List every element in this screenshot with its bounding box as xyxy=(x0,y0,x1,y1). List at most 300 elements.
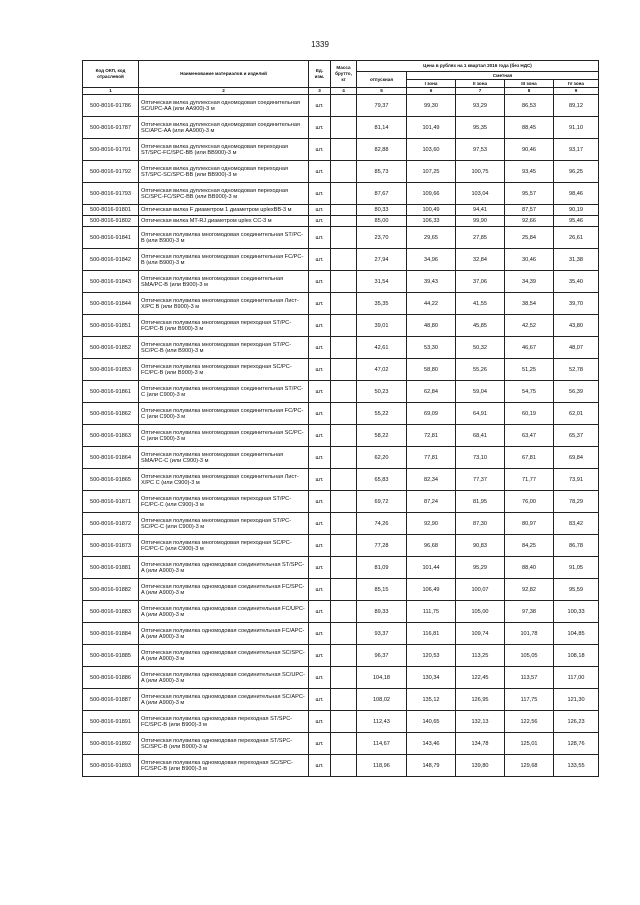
zone-2-price-cell: 113,25 xyxy=(456,645,505,667)
column-number: 1 xyxy=(83,88,139,95)
zone-1-price-cell: 96,68 xyxy=(407,535,456,557)
zone-2-price-cell: 109,74 xyxy=(456,623,505,645)
zone-1-price-cell: 120,53 xyxy=(407,645,456,667)
zone-1-price-cell: 143,46 xyxy=(407,733,456,755)
zone-3-price-cell: 97,38 xyxy=(505,601,554,623)
zone-4-price-cell: 93,17 xyxy=(554,139,599,161)
name-cell: Оптическая полувилка одномодовая переходная SC/SPC-FC/SPC-B (или B900)-3 м xyxy=(139,755,309,777)
zone-3-price-cell: 84,25 xyxy=(505,535,554,557)
zone-1-price-cell: 62,84 xyxy=(407,381,456,403)
mass-cell xyxy=(331,95,357,117)
table-row xyxy=(83,161,599,183)
unit-cell: шт. xyxy=(309,447,331,469)
table-row xyxy=(83,447,599,469)
mass-cell xyxy=(331,447,357,469)
name-cell: Оптическая полувилка многомодовая переходная ST/PC-FC/PC-B (или B900)-3 м xyxy=(139,315,309,337)
code-cell: 500-8016-91883 xyxy=(83,601,139,623)
zone-4-price-cell: 56,39 xyxy=(554,381,599,403)
unit-cell: шт. xyxy=(309,403,331,425)
zone-3-price-cell: 95,57 xyxy=(505,183,554,205)
zone-3-price-cell: 63,47 xyxy=(505,425,554,447)
table-row xyxy=(83,381,599,403)
name-cell: Оптическая вилка MT-RJ диаметром uplex CC-3 м xyxy=(139,216,309,227)
zone-3-price-cell: 38,54 xyxy=(505,293,554,315)
mass-cell xyxy=(331,359,357,381)
header-name: Наименование материалов и изделий xyxy=(139,61,309,88)
zone-2-price-cell: 32,84 xyxy=(456,249,505,271)
mass-cell xyxy=(331,216,357,227)
zone-3-price-cell: 25,84 xyxy=(505,227,554,249)
code-cell: 500-8016-91792 xyxy=(83,161,139,183)
mass-cell xyxy=(331,227,357,249)
zone-4-price-cell: 90,19 xyxy=(554,205,599,216)
name-cell: Оптическая полувилка одномодовая переходная ST/SPC-FC/SPC-B (или B900)-3 м xyxy=(139,711,309,733)
table-row xyxy=(83,711,599,733)
zone-3-price-cell: 122,56 xyxy=(505,711,554,733)
unit-cell: шт. xyxy=(309,425,331,447)
mass-cell xyxy=(331,315,357,337)
name-cell: Оптическая вилка дуплексная одномодовая соединительная SC/APC-AA (или AA900)-3 м xyxy=(139,117,309,139)
unit-cell: шт. xyxy=(309,579,331,601)
zone-4-price-cell: 78,29 xyxy=(554,491,599,513)
release-price-cell: 118,96 xyxy=(357,755,407,777)
zone-2-price-cell: 94,41 xyxy=(456,205,505,216)
zone-4-price-cell: 69,84 xyxy=(554,447,599,469)
zone-4-price-cell: 121,30 xyxy=(554,689,599,711)
zone-1-price-cell: 103,60 xyxy=(407,139,456,161)
release-price-cell: 114,67 xyxy=(357,733,407,755)
zone-2-price-cell: 27,85 xyxy=(456,227,505,249)
table-row xyxy=(83,293,599,315)
name-cell: Оптическая полувилка многомодовая переходная ST/PC-SC/PC-C (или C900)-3 м xyxy=(139,513,309,535)
zone-2-price-cell: 77,37 xyxy=(456,469,505,491)
unit-cell: шт. xyxy=(309,249,331,271)
zone-2-price-cell: 93,29 xyxy=(456,95,505,117)
zone-1-price-cell: 106,49 xyxy=(407,579,456,601)
code-cell: 500-8016-91841 xyxy=(83,227,139,249)
unit-cell: шт. xyxy=(309,315,331,337)
table-row xyxy=(83,755,599,777)
name-cell: Оптическая полувилка многомодовая переходная SC/PC-FC/PC-C (или C900)-3 м xyxy=(139,535,309,557)
table-row xyxy=(83,183,599,205)
zone-4-price-cell: 128,76 xyxy=(554,733,599,755)
unit-cell: шт. xyxy=(309,183,331,205)
zone-1-price-cell: 135,12 xyxy=(407,689,456,711)
zone-3-price-cell: 80,97 xyxy=(505,513,554,535)
zone-2-price-cell: 64,91 xyxy=(456,403,505,425)
mass-cell xyxy=(331,381,357,403)
zone-4-price-cell: 73,91 xyxy=(554,469,599,491)
name-cell: Оптическая вилка F диаметром 1 диаметром uplexBB-3 м xyxy=(139,205,309,216)
zone-3-price-cell: 129,68 xyxy=(505,755,554,777)
zone-1-price-cell: 48,80 xyxy=(407,315,456,337)
table-header xyxy=(83,61,599,88)
release-price-cell: 85,15 xyxy=(357,579,407,601)
zone-1-price-cell: 77,81 xyxy=(407,447,456,469)
release-price-cell: 85,73 xyxy=(357,161,407,183)
zone-3-price-cell: 93,45 xyxy=(505,161,554,183)
zone-1-price-cell: 148,79 xyxy=(407,755,456,777)
name-cell: Оптическая полувилка многомодовая соединительная Лист-X/PC C (или C900)-3 м xyxy=(139,469,309,491)
release-price-cell: 39,01 xyxy=(357,315,407,337)
release-price-cell: 50,23 xyxy=(357,381,407,403)
unit-cell: шт. xyxy=(309,205,331,216)
zone-1-price-cell: 101,49 xyxy=(407,117,456,139)
release-price-cell: 77,28 xyxy=(357,535,407,557)
code-cell: 500-8016-91851 xyxy=(83,315,139,337)
release-price-cell: 96,37 xyxy=(357,645,407,667)
code-cell: 500-8016-91872 xyxy=(83,513,139,535)
table-row xyxy=(83,623,599,645)
unit-cell: шт. xyxy=(309,513,331,535)
column-number: 5 xyxy=(357,88,407,95)
unit-cell: шт. xyxy=(309,623,331,645)
release-price-cell: 58,22 xyxy=(357,425,407,447)
table-row xyxy=(83,667,599,689)
name-cell: Оптическая полувилка одномодовая соединительная SC/SPC-A (или A900)-3 м xyxy=(139,645,309,667)
zone-4-price-cell: 96,25 xyxy=(554,161,599,183)
unit-cell: шт. xyxy=(309,601,331,623)
zone-1-price-cell: 116,81 xyxy=(407,623,456,645)
mass-cell xyxy=(331,403,357,425)
zone-3-price-cell: 113,57 xyxy=(505,667,554,689)
zone-3-price-cell: 42,52 xyxy=(505,315,554,337)
column-number: 3 xyxy=(309,88,331,95)
mass-cell xyxy=(331,469,357,491)
code-cell: 500-8016-91864 xyxy=(83,447,139,469)
name-cell: Оптическая полувилка многомодовая соединительная SC/PC-C (или C900)-3 м xyxy=(139,425,309,447)
table-row xyxy=(83,491,599,513)
zone-4-price-cell: 126,23 xyxy=(554,711,599,733)
table-row xyxy=(83,557,599,579)
table-row xyxy=(83,535,599,557)
zone-4-price-cell: 52,78 xyxy=(554,359,599,381)
mass-cell xyxy=(331,117,357,139)
code-cell: 500-8016-91892 xyxy=(83,733,139,755)
column-number: 2 xyxy=(139,88,309,95)
table-row xyxy=(83,733,599,755)
code-cell: 500-8016-91844 xyxy=(83,293,139,315)
header-mass: Масса брутто, кг xyxy=(331,61,357,88)
code-cell: 500-8016-91885 xyxy=(83,645,139,667)
code-cell: 500-8016-91862 xyxy=(83,403,139,425)
unit-cell: шт. xyxy=(309,95,331,117)
mass-cell xyxy=(331,623,357,645)
release-price-cell: 31,54 xyxy=(357,271,407,293)
code-cell: 500-8016-91882 xyxy=(83,579,139,601)
unit-cell: шт. xyxy=(309,469,331,491)
zone-3-price-cell: 30,46 xyxy=(505,249,554,271)
table-row xyxy=(83,117,599,139)
zone-3-price-cell: 71,77 xyxy=(505,469,554,491)
code-cell: 500-8016-91843 xyxy=(83,271,139,293)
code-cell: 500-8016-91842 xyxy=(83,249,139,271)
code-cell: 500-8016-91871 xyxy=(83,491,139,513)
mass-cell xyxy=(331,161,357,183)
zone-2-price-cell: 100,75 xyxy=(456,161,505,183)
mass-cell xyxy=(331,667,357,689)
column-number: 7 xyxy=(456,88,505,95)
table-row xyxy=(83,249,599,271)
zone-2-price-cell: 68,41 xyxy=(456,425,505,447)
zone-1-price-cell: 72,81 xyxy=(407,425,456,447)
zone-1-price-cell: 107,25 xyxy=(407,161,456,183)
unit-cell: шт. xyxy=(309,645,331,667)
name-cell: Оптическая вилка дуплексная одномодовая переходная ST/SPC-SC/SPC-BB (или BB900)-3 м xyxy=(139,161,309,183)
table-row xyxy=(83,337,599,359)
mass-cell xyxy=(331,733,357,755)
zone-1-price-cell: 100,49 xyxy=(407,205,456,216)
mass-cell xyxy=(331,689,357,711)
zone-1-price-cell: 29,65 xyxy=(407,227,456,249)
unit-cell: шт. xyxy=(309,535,331,557)
zone-1-price-cell: 101,44 xyxy=(407,557,456,579)
mass-cell xyxy=(331,249,357,271)
zone-2-price-cell: 126,95 xyxy=(456,689,505,711)
mass-cell xyxy=(331,579,357,601)
zone-3-price-cell: 86,53 xyxy=(505,95,554,117)
release-price-cell: 27,94 xyxy=(357,249,407,271)
code-cell: 500-8016-91865 xyxy=(83,469,139,491)
code-cell: 500-8016-91853 xyxy=(83,359,139,381)
name-cell: Оптическая полувилка многомодовая соединительная FC/PC-C (или C900)-3 м xyxy=(139,403,309,425)
release-price-cell: 104,18 xyxy=(357,667,407,689)
zone-1-price-cell: 39,43 xyxy=(407,271,456,293)
code-cell: 500-8016-91791 xyxy=(83,139,139,161)
name-cell: Оптическая полувилка одномодовая соединительная FC/SPC-A (или A900)-3 м xyxy=(139,579,309,601)
header-zone-3: III зона xyxy=(505,80,554,88)
zone-2-price-cell: 97,53 xyxy=(456,139,505,161)
header-zone-2: II зона xyxy=(456,80,505,88)
release-price-cell: 81,14 xyxy=(357,117,407,139)
table-row xyxy=(83,216,599,227)
zone-1-price-cell: 58,80 xyxy=(407,359,456,381)
header-code: Код ОКП, код отраслевой xyxy=(83,61,139,88)
unit-cell: шт. xyxy=(309,667,331,689)
mass-cell xyxy=(331,491,357,513)
unit-cell: шт. xyxy=(309,557,331,579)
zone-2-price-cell: 81,95 xyxy=(456,491,505,513)
release-price-cell: 47,02 xyxy=(357,359,407,381)
release-price-cell: 62,20 xyxy=(357,447,407,469)
zone-4-price-cell: 48,07 xyxy=(554,337,599,359)
zone-2-price-cell: 134,78 xyxy=(456,733,505,755)
page-number: 1339 xyxy=(311,40,329,49)
zone-3-price-cell: 90,46 xyxy=(505,139,554,161)
name-cell: Оптическая полувилка многомодовая соединительная ST/PC-B (или B900)-3 м xyxy=(139,227,309,249)
release-price-cell: 112,43 xyxy=(357,711,407,733)
zone-2-price-cell: 50,32 xyxy=(456,337,505,359)
table-row xyxy=(83,601,599,623)
name-cell: Оптическая полувилка одномодовая переходная ST/SPC-SC/SPC-B (или B900)-3 м xyxy=(139,733,309,755)
release-price-cell: 23,70 xyxy=(357,227,407,249)
release-price-cell: 42,61 xyxy=(357,337,407,359)
zone-3-price-cell: 51,25 xyxy=(505,359,554,381)
column-number: 8 xyxy=(505,88,554,95)
release-price-cell: 74,26 xyxy=(357,513,407,535)
code-cell: 500-8016-91852 xyxy=(83,337,139,359)
mass-cell xyxy=(331,513,357,535)
zone-2-price-cell: 41,55 xyxy=(456,293,505,315)
zone-3-price-cell: 92,66 xyxy=(505,216,554,227)
table-row xyxy=(83,359,599,381)
zone-2-price-cell: 59,04 xyxy=(456,381,505,403)
zone-4-price-cell: 89,12 xyxy=(554,95,599,117)
code-cell: 500-8016-91887 xyxy=(83,689,139,711)
name-cell: Оптическая полувилка одномодовая соединительная ST/SPC-A (или A900)-3 м xyxy=(139,557,309,579)
release-price-cell: 93,37 xyxy=(357,623,407,645)
zone-3-price-cell: 76,00 xyxy=(505,491,554,513)
table-row xyxy=(83,579,599,601)
zone-4-price-cell: 117,00 xyxy=(554,667,599,689)
zone-1-price-cell: 140,65 xyxy=(407,711,456,733)
zone-4-price-cell: 108,18 xyxy=(554,645,599,667)
price-table xyxy=(82,60,599,777)
code-cell: 500-8016-91884 xyxy=(83,623,139,645)
zone-2-price-cell: 122,45 xyxy=(456,667,505,689)
unit-cell: шт. xyxy=(309,381,331,403)
table-row xyxy=(83,139,599,161)
table-row xyxy=(83,315,599,337)
table-row xyxy=(83,403,599,425)
code-cell: 500-8016-91881 xyxy=(83,557,139,579)
unit-cell: шт. xyxy=(309,216,331,227)
zone-2-price-cell: 100,07 xyxy=(456,579,505,601)
unit-cell: шт. xyxy=(309,711,331,733)
column-number: 9 xyxy=(554,88,599,95)
unit-cell: шт. xyxy=(309,755,331,777)
zone-1-price-cell: 99,30 xyxy=(407,95,456,117)
zone-4-price-cell: 35,40 xyxy=(554,271,599,293)
release-price-cell: 89,33 xyxy=(357,601,407,623)
zone-3-price-cell: 46,67 xyxy=(505,337,554,359)
zone-4-price-cell: 98,46 xyxy=(554,183,599,205)
name-cell: Оптическая полувилка многомодовая переходная SC/PC-FC/PC-B (или B900)-3 м xyxy=(139,359,309,381)
name-cell: Оптическая полувилка многомодовая соединительная FC/PC-B (или B900)-3 м xyxy=(139,249,309,271)
name-cell: Оптическая полувилка многомодовая соединительная SMA/PC-B (или B900)-3 м xyxy=(139,271,309,293)
zone-2-price-cell: 87,30 xyxy=(456,513,505,535)
table-row xyxy=(83,271,599,293)
code-cell: 500-8016-91886 xyxy=(83,667,139,689)
header-zone-1: I зона xyxy=(407,80,456,88)
release-price-cell: 65,83 xyxy=(357,469,407,491)
zone-1-price-cell: 111,75 xyxy=(407,601,456,623)
zone-3-price-cell: 60,19 xyxy=(505,403,554,425)
zone-2-price-cell: 37,06 xyxy=(456,271,505,293)
release-price-cell: 87,67 xyxy=(357,183,407,205)
mass-cell xyxy=(331,293,357,315)
zone-3-price-cell: 92,82 xyxy=(505,579,554,601)
zone-2-price-cell: 139,80 xyxy=(456,755,505,777)
header-price-group: Цена в рублях на 1 квартал 2016 года (без НДС) xyxy=(357,61,599,72)
code-cell: 500-8016-91802 xyxy=(83,216,139,227)
release-price-cell: 108,02 xyxy=(357,689,407,711)
unit-cell: шт. xyxy=(309,293,331,315)
unit-cell: шт. xyxy=(309,359,331,381)
release-price-cell: 81,09 xyxy=(357,557,407,579)
name-cell: Оптическая полувилка многомодовая переходная ST/PC-SC/PC-B (или B900)-3 м xyxy=(139,337,309,359)
release-price-cell: 85,00 xyxy=(357,216,407,227)
column-number: 4 xyxy=(331,88,357,95)
zone-3-price-cell: 88,45 xyxy=(505,117,554,139)
zone-4-price-cell: 31,38 xyxy=(554,249,599,271)
zone-2-price-cell: 55,26 xyxy=(456,359,505,381)
table-row xyxy=(83,425,599,447)
column-number: 6 xyxy=(407,88,456,95)
column-number-row xyxy=(83,88,599,95)
code-cell: 500-8016-91786 xyxy=(83,95,139,117)
mass-cell xyxy=(331,337,357,359)
code-cell: 500-8016-91801 xyxy=(83,205,139,216)
zone-1-price-cell: 92,90 xyxy=(407,513,456,535)
release-price-cell: 79,37 xyxy=(357,95,407,117)
name-cell: Оптическая полувилка одномодовая соединительная SC/UPC-A (или A900)-3 м xyxy=(139,667,309,689)
zone-1-price-cell: 53,30 xyxy=(407,337,456,359)
mass-cell xyxy=(331,557,357,579)
code-cell: 500-8016-91787 xyxy=(83,117,139,139)
zone-1-price-cell: 34,96 xyxy=(407,249,456,271)
name-cell: Оптическая полувилка многомодовая переходная ST/PC-FC/PC-C (или C900)-3 м xyxy=(139,491,309,513)
unit-cell: шт. xyxy=(309,733,331,755)
zone-4-price-cell: 104,85 xyxy=(554,623,599,645)
unit-cell: шт. xyxy=(309,271,331,293)
code-cell: 500-8016-91863 xyxy=(83,425,139,447)
table-row xyxy=(83,645,599,667)
unit-cell: шт. xyxy=(309,161,331,183)
release-price-cell: 35,35 xyxy=(357,293,407,315)
mass-cell xyxy=(331,183,357,205)
zone-2-price-cell: 105,00 xyxy=(456,601,505,623)
zone-3-price-cell: 88,40 xyxy=(505,557,554,579)
zone-4-price-cell: 133,55 xyxy=(554,755,599,777)
zone-2-price-cell: 90,83 xyxy=(456,535,505,557)
zone-4-price-cell: 100,33 xyxy=(554,601,599,623)
zone-4-price-cell: 83,42 xyxy=(554,513,599,535)
zone-3-price-cell: 105,05 xyxy=(505,645,554,667)
zone-1-price-cell: 44,22 xyxy=(407,293,456,315)
code-cell: 500-8016-91861 xyxy=(83,381,139,403)
zone-2-price-cell: 73,10 xyxy=(456,447,505,469)
zone-2-price-cell: 45,85 xyxy=(456,315,505,337)
zone-2-price-cell: 95,29 xyxy=(456,557,505,579)
zone-3-price-cell: 125,01 xyxy=(505,733,554,755)
name-cell: Оптическая вилка дуплексная одномодовая переходная SC/SPC-FC/SPC-BB (или BB900)-3 м xyxy=(139,183,309,205)
zone-1-price-cell: 87,24 xyxy=(407,491,456,513)
zone-4-price-cell: 95,59 xyxy=(554,579,599,601)
mass-cell xyxy=(331,271,357,293)
name-cell: Оптическая полувилка многомодовая соединительная ST/PC-C (или C900)-3 м xyxy=(139,381,309,403)
zone-2-price-cell: 132,13 xyxy=(456,711,505,733)
unit-cell: шт. xyxy=(309,117,331,139)
zone-4-price-cell: 65,37 xyxy=(554,425,599,447)
zone-4-price-cell: 43,80 xyxy=(554,315,599,337)
zone-1-price-cell: 106,33 xyxy=(407,216,456,227)
zone-1-price-cell: 82,34 xyxy=(407,469,456,491)
unit-cell: шт. xyxy=(309,227,331,249)
header-unit: Ед. изм. xyxy=(309,61,331,88)
mass-cell xyxy=(331,205,357,216)
zone-2-price-cell: 95,35 xyxy=(456,117,505,139)
zone-3-price-cell: 54,75 xyxy=(505,381,554,403)
name-cell: Оптическая полувилка одномодовая соединительная FC/UPC-A (или A900)-3 м xyxy=(139,601,309,623)
table-row xyxy=(83,227,599,249)
name-cell: Оптическая вилка дуплексная одномодовая переходная ST/SPC-FC/SPC-BB (или BB900)-3 м xyxy=(139,139,309,161)
zone-3-price-cell: 67,81 xyxy=(505,447,554,469)
zone-3-price-cell: 34,39 xyxy=(505,271,554,293)
header-estimate-price: Сметная xyxy=(407,72,599,80)
table-row xyxy=(83,95,599,117)
table-row xyxy=(83,469,599,491)
